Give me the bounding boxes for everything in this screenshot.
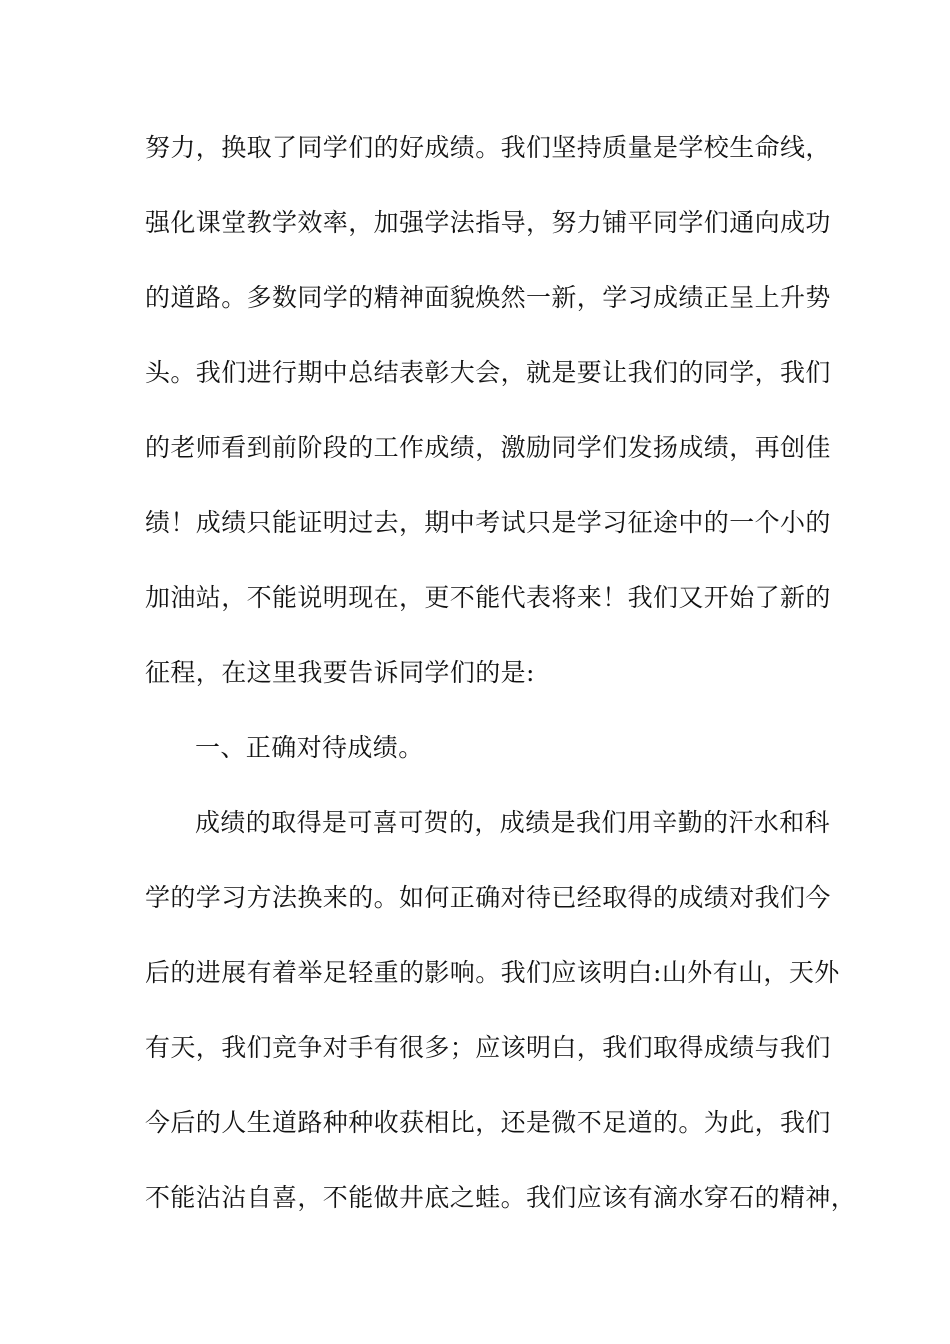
text-line: 头。我们进行期中总结表彰大会，就是要让我们的同学，我们	[145, 358, 831, 387]
text-line: 强化课堂教学效率，加强学法指导，努力铺平同学们通向成功	[145, 208, 831, 237]
text-line: 后的进展有着举足轻重的影响。我们应该明白:山外有山，天外	[145, 958, 840, 987]
body-text	[145, 128, 857, 1253]
text-line: 成绩的取得是可喜可贺的，成绩是我们用辛勤的汗水和科	[195, 808, 831, 837]
text-line: 学的学习方法换来的。如何正确对待已经取得的成绩对我们今	[145, 883, 831, 912]
text-line: 不能沾沾自喜，不能做井底之蛙。我们应该有滴水穿石的精神，	[145, 1183, 857, 1212]
text-line: 今后的人生道路种种收获相比，还是微不足道的。为此，我们	[145, 1108, 831, 1137]
section-heading: 一、正确对待成绩。	[195, 733, 424, 762]
text-line: 的道路。多数同学的精神面貌焕然一新，学习成绩正呈上升势	[145, 283, 831, 312]
text-line: 绩！成绩只能证明过去，期中考试只是学习征途中的一个小的	[145, 508, 831, 537]
text-line: 的老师看到前阶段的工作成绩，激励同学们发扬成绩，再创佳	[145, 433, 831, 462]
text-line: 加油站，不能说明现在，更不能代表将来！我们又开始了新的	[145, 583, 831, 612]
text-line: 有天，我们竞争对手有很多；应该明白，我们取得成绩与我们	[145, 1033, 831, 1062]
text-line: 征程，在这里我要告诉同学们的是:	[145, 658, 535, 687]
text-line: 努力，换取了同学们的好成绩。我们坚持质量是学校生命线，	[145, 133, 831, 162]
